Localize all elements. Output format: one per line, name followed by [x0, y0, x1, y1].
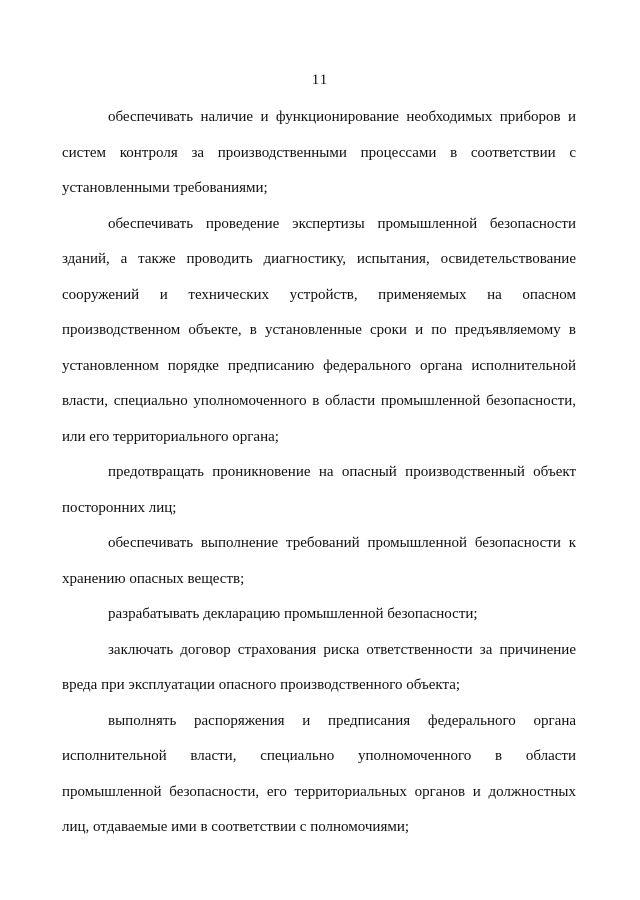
text-line: обеспечивать проведение экспертизы промышленной безопасности: [108, 215, 576, 232]
paragraph-access-prevention: [62, 455, 576, 526]
document-body: [62, 100, 576, 846]
text-line: лиц, отдаваемые ими в соответствии с полномочиями;: [62, 819, 410, 835]
text-line: обеспечивать выполнение требований промышленной безопасности к: [108, 535, 576, 551]
text-line: посторонних лиц;: [62, 499, 177, 516]
text-line: промышленной безопасности, его территориальных органов и должностных: [62, 783, 576, 800]
text-line: систем контроля за производственными процессами в соответствии с: [62, 144, 576, 161]
text-line: власти, специально уполномоченного в области промышленной безопасности,: [62, 393, 576, 409]
text-line: вреда при эксплуатации опасного производственного объекта;: [62, 677, 461, 693]
text-line: исполнительной власти, специально уполномоченного в области: [62, 748, 576, 764]
text-line: предотвращать проникновение на опасный производственный объект: [108, 464, 576, 480]
paragraph-expertise: [62, 207, 576, 456]
text-line: зданий, а также проводить диагностику, испытания, освидетельствование: [62, 251, 576, 267]
text-line: выполнять распоряжения и предписания федерального органа: [108, 712, 576, 729]
paragraph-orders: [62, 704, 576, 846]
text-line: установленными требованиями;: [62, 180, 268, 196]
page-number: 11: [311, 72, 329, 88]
text-line: хранению опасных веществ;: [62, 570, 245, 587]
paragraph-declaration: [62, 597, 576, 633]
text-line: обеспечивать наличие и функционирование необходимых приборов и: [108, 109, 576, 125]
text-line: сооружений и технических устройств, применяемых на опасном: [62, 286, 576, 303]
paragraph-insurance: [62, 633, 576, 704]
paragraph-instruments: [62, 100, 576, 207]
text-line: или его территориального органа;: [62, 428, 279, 445]
paragraph-storage-requirements: [62, 526, 576, 597]
text-line: разрабатывать декларацию промышленной безопасности;: [108, 606, 478, 622]
text-line: установленном порядке предписанию федерального органа исполнительной: [62, 357, 576, 374]
text-line: производственном объекте, в установленные сроки и по предъявляемому в: [62, 322, 576, 338]
text-line: заключать договор страхования риска ответственности за причинение: [108, 641, 576, 658]
